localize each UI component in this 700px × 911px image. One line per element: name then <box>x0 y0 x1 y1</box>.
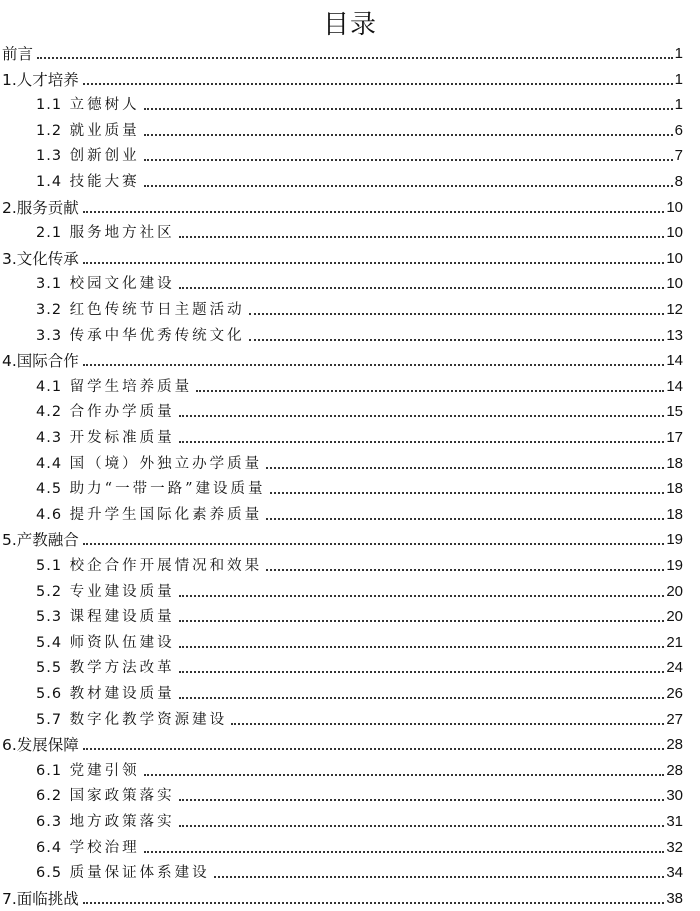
page-number: 27 <box>666 710 683 728</box>
section-number: 6.5 <box>36 865 63 882</box>
dot-leader <box>249 339 665 341</box>
section-title: 地方政策落实 <box>69 814 175 830</box>
toc-entry-label <box>36 453 264 475</box>
section-title: 红色传统节日主题活动 <box>69 302 245 318</box>
section-title: 开发标准质量 <box>69 430 175 446</box>
toc-entry[interactable] <box>36 552 683 577</box>
page-number: 28 <box>666 761 683 779</box>
page-number: 21 <box>666 633 683 651</box>
page-number: 19 <box>666 557 683 574</box>
toc-entry[interactable] <box>36 322 683 347</box>
toc-entry[interactable] <box>36 450 683 475</box>
page-number: 32 <box>666 838 683 856</box>
dot-leader <box>231 723 664 725</box>
page-number: 13 <box>666 326 683 344</box>
section-title: 师资队伍建设 <box>69 634 175 651</box>
toc-entry-label <box>36 760 142 782</box>
section-title: 校园文化建设 <box>69 276 175 293</box>
toc-entry-label <box>36 171 142 193</box>
toc-entry[interactable] <box>36 757 683 782</box>
section-title: 数字化教学资源建设 <box>69 711 228 728</box>
section-number: 1.4 <box>36 174 63 190</box>
dot-leader <box>214 876 665 878</box>
section-title: 服务地方社区 <box>69 225 175 242</box>
dot-leader <box>196 390 664 392</box>
dot-leader <box>179 441 665 443</box>
page-number: 17 <box>666 429 683 446</box>
toc-entry[interactable] <box>36 270 683 295</box>
dot-leader <box>83 748 665 750</box>
page-number: 8 <box>674 173 683 190</box>
section-number: 6.4 <box>36 839 63 856</box>
toc-entry-label <box>36 401 177 423</box>
toc-entry[interactable] <box>36 706 683 731</box>
dot-leader <box>266 518 664 520</box>
section-number: 1.2 <box>36 122 63 139</box>
dot-leader <box>266 467 664 469</box>
section-title: 传承中华优秀传统文化 <box>69 327 245 344</box>
toc-entry[interactable] <box>2 526 683 551</box>
dot-leader <box>270 492 665 494</box>
section-number: 5.3 <box>36 609 63 626</box>
toc-entry-label <box>2 43 35 65</box>
section-number: 5.4 <box>36 634 63 651</box>
section-number: 1.3 <box>36 148 63 165</box>
page-number: 1 <box>674 45 683 62</box>
toc-entry[interactable] <box>36 680 683 705</box>
page-number: 7 <box>674 147 683 165</box>
dot-leader <box>83 902 665 904</box>
page-number: 10 <box>666 275 683 293</box>
section-number: 6.2 <box>36 788 63 805</box>
dot-leader <box>249 313 665 315</box>
section-title: 党建引领 <box>69 762 140 779</box>
dot-leader <box>179 287 665 289</box>
toc-entry-label <box>36 273 177 295</box>
toc-entry[interactable] <box>36 142 683 167</box>
section-number: 1.1 <box>36 97 63 114</box>
section-title: 发展保障 <box>16 736 79 755</box>
section-number: 7. <box>2 889 17 908</box>
page-number: 10 <box>666 249 683 267</box>
section-title: 面临挑战 <box>16 889 79 908</box>
toc-entry-label <box>36 581 177 603</box>
section-number: 6.1 <box>36 762 63 779</box>
section-number: 5.5 <box>36 660 63 677</box>
dot-leader <box>179 620 665 622</box>
toc-entry-label <box>36 325 247 347</box>
section-title: 国（境）外独立办学质量 <box>69 455 263 472</box>
section-number: 5.2 <box>36 583 63 600</box>
section-title: 助力“一带一路”建设质量 <box>69 481 266 498</box>
page-number: 28 <box>666 736 683 754</box>
toc-entry[interactable] <box>2 194 683 219</box>
toc-entry-label <box>2 734 81 756</box>
section-number: 5. <box>2 531 17 550</box>
section-title: 技能大赛 <box>69 174 140 190</box>
dot-leader <box>179 671 665 673</box>
page-number: 26 <box>666 685 683 702</box>
toc-entry[interactable] <box>36 654 683 679</box>
toc-entry-label <box>36 504 264 526</box>
page-number: 18 <box>666 454 683 472</box>
section-title: 合作办学质量 <box>69 404 175 421</box>
toc-entry-label <box>36 811 177 833</box>
section-number: 6. <box>2 736 17 755</box>
toc-entry[interactable] <box>36 629 683 654</box>
toc-entry[interactable] <box>36 859 683 884</box>
toc-entry-label <box>2 69 81 91</box>
toc-entry[interactable] <box>36 91 683 116</box>
page-number: 18 <box>666 480 683 498</box>
section-title: 创新创业 <box>69 148 140 165</box>
section-number: 4.1 <box>36 378 63 395</box>
dot-leader <box>179 825 665 827</box>
section-number: 6.3 <box>36 814 63 830</box>
toc-entry[interactable] <box>2 731 683 756</box>
toc-entry-label <box>36 862 212 884</box>
section-title: 课程建设质量 <box>69 609 175 626</box>
toc-entry[interactable] <box>2 40 683 65</box>
page-number: 10 <box>666 198 683 216</box>
toc-entry[interactable] <box>36 219 683 244</box>
dot-leader <box>83 262 665 264</box>
section-number: 5.1 <box>36 558 63 574</box>
dot-leader <box>179 415 665 417</box>
section-number: 4.2 <box>36 404 63 421</box>
toc-entry-label <box>36 709 229 731</box>
section-title: 服务贡献 <box>16 198 79 217</box>
page-number: 14 <box>666 377 683 395</box>
toc-entry[interactable] <box>36 117 683 142</box>
section-title: 校企合作开展情况和效果 <box>69 558 263 574</box>
section-title: 国际合作 <box>16 352 79 371</box>
toc-entry[interactable] <box>36 501 683 526</box>
toc-entry[interactable] <box>36 373 683 398</box>
toc-entry-label <box>2 248 81 270</box>
dot-leader <box>179 595 665 597</box>
section-number: 3.2 <box>36 302 63 318</box>
page-number: 20 <box>666 582 683 600</box>
page-number: 18 <box>666 505 683 523</box>
toc-entry-label <box>36 837 142 859</box>
section-number: 3. <box>2 249 17 268</box>
section-title: 留学生培养质量 <box>69 378 193 395</box>
toc-entry-label <box>36 427 177 449</box>
toc-entry[interactable] <box>36 808 683 833</box>
dot-leader <box>179 799 665 801</box>
toc-entry-label <box>2 529 81 551</box>
toc-entry-label <box>36 606 177 628</box>
page-number: 19 <box>666 531 683 549</box>
toc-entry[interactable] <box>36 475 683 500</box>
toc-entry-label <box>2 350 81 372</box>
toc-entry[interactable] <box>2 347 683 372</box>
toc-entry[interactable] <box>36 578 683 603</box>
dot-leader <box>266 569 664 571</box>
page-number: 15 <box>666 403 683 421</box>
page-number: 30 <box>666 787 683 805</box>
dot-leader <box>83 211 665 213</box>
dot-leader <box>179 697 665 699</box>
dot-leader <box>144 185 673 187</box>
section-title: 国家政策落实 <box>69 788 175 805</box>
toc-entry-label <box>2 888 81 910</box>
toc-entry[interactable] <box>36 398 683 423</box>
section-title: 文化传承 <box>16 249 79 268</box>
section-number: 4.4 <box>36 455 63 472</box>
section-title: 就业质量 <box>69 122 140 139</box>
page-number: 24 <box>666 659 683 677</box>
toc-entry[interactable] <box>36 296 683 321</box>
section-title: 提升学生国际化素养质量 <box>69 506 263 523</box>
section-number: 3.3 <box>36 327 63 344</box>
section-title: 教材建设质量 <box>69 686 175 702</box>
page-number: 12 <box>666 301 683 318</box>
toc-entry-label <box>36 94 142 116</box>
section-number: 4.5 <box>36 481 63 498</box>
page-number: 10 <box>666 224 683 242</box>
section-number: 4.3 <box>36 430 63 446</box>
toc-entry[interactable] <box>36 424 683 449</box>
toc-entry-label <box>2 197 81 219</box>
section-title: 人才培养 <box>16 70 79 89</box>
toc-title: 目录 <box>322 10 377 40</box>
section-title: 产教融合 <box>16 531 79 550</box>
section-number: 5.7 <box>36 711 63 728</box>
section-title: 专业建设质量 <box>69 583 175 600</box>
dot-leader <box>37 57 673 59</box>
dot-leader <box>83 83 673 85</box>
toc-entry[interactable] <box>36 782 683 807</box>
section-number: 5.6 <box>36 686 63 702</box>
dot-leader <box>144 774 665 776</box>
page-number: 20 <box>666 608 683 626</box>
dot-leader <box>144 851 665 853</box>
toc-entry-label <box>36 222 177 244</box>
toc-entry-label <box>36 376 194 398</box>
dot-leader <box>83 543 665 545</box>
section-title: 前言 <box>2 45 34 63</box>
toc-entry-label <box>36 555 264 577</box>
toc-entry-label <box>36 478 268 500</box>
toc-entry[interactable] <box>2 66 683 91</box>
toc-entry-label <box>36 657 177 679</box>
toc-entry-label <box>36 785 177 807</box>
toc-entry-label <box>36 632 177 654</box>
page-number: 1 <box>674 70 683 88</box>
toc-entry[interactable] <box>36 603 683 628</box>
dot-leader <box>144 108 673 110</box>
section-title: 立德树人 <box>69 97 140 114</box>
toc-entry-label <box>36 683 177 705</box>
dot-leader <box>179 646 665 648</box>
page-number: 34 <box>666 864 683 882</box>
toc-entry[interactable] <box>36 168 683 193</box>
section-number: 2. <box>2 198 17 217</box>
section-number: 1. <box>2 70 17 89</box>
section-title: 学校治理 <box>69 839 140 856</box>
dot-leader <box>144 159 673 161</box>
toc-entry[interactable] <box>36 834 683 859</box>
dot-leader <box>144 134 673 136</box>
dot-leader <box>179 236 665 238</box>
section-number: 4.6 <box>36 506 63 523</box>
page-number: 14 <box>666 352 683 370</box>
page-number: 38 <box>666 889 683 907</box>
toc-entry-label <box>36 120 142 142</box>
toc-entry-label <box>36 145 142 167</box>
section-number: 3.1 <box>36 276 63 293</box>
section-number: 4. <box>2 352 17 371</box>
section-title: 教学方法改革 <box>69 660 175 677</box>
toc-entry-label <box>36 299 247 321</box>
toc-entry[interactable] <box>2 885 683 910</box>
section-title: 质量保证体系建设 <box>69 865 210 882</box>
page-number: 6 <box>674 121 683 139</box>
page-number: 31 <box>666 813 683 830</box>
toc-entry[interactable] <box>2 245 683 270</box>
section-number: 2.1 <box>36 225 63 242</box>
dot-leader <box>83 364 665 366</box>
page-number: 1 <box>674 96 683 114</box>
